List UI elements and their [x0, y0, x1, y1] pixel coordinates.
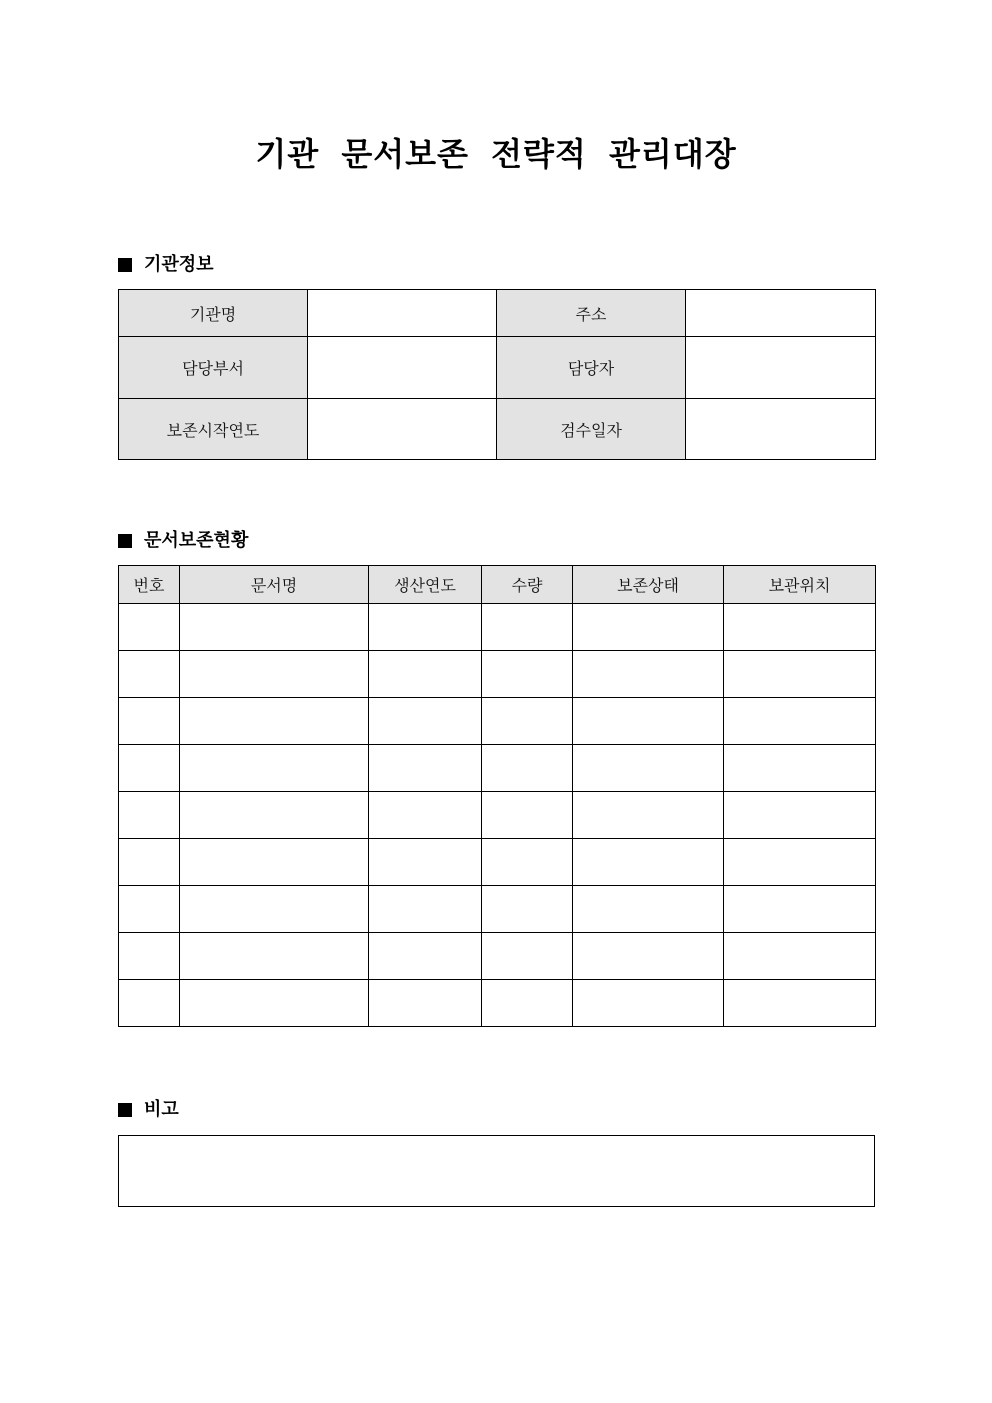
inspection-date-field[interactable]: [686, 399, 876, 460]
quantity-cell[interactable]: [482, 933, 573, 980]
location-cell[interactable]: [724, 698, 876, 745]
document-name-cell[interactable]: [180, 792, 369, 839]
quantity-cell[interactable]: [482, 839, 573, 886]
quantity-cell[interactable]: [482, 792, 573, 839]
table-row: [119, 886, 876, 933]
org-name-label: 기관명: [119, 290, 308, 337]
section-heading-remarks-label: 비고: [144, 1099, 179, 1120]
column-header-location: 보관위치: [724, 566, 876, 604]
production-year-cell[interactable]: [369, 933, 482, 980]
quantity-cell[interactable]: [482, 604, 573, 651]
condition-cell[interactable]: [573, 604, 724, 651]
location-cell[interactable]: [724, 886, 876, 933]
location-cell[interactable]: [724, 745, 876, 792]
production-year-cell[interactable]: [369, 651, 482, 698]
location-cell[interactable]: [724, 839, 876, 886]
table-row: [119, 651, 876, 698]
table-row: [119, 604, 876, 651]
number-cell[interactable]: [119, 886, 180, 933]
quantity-cell[interactable]: [482, 651, 573, 698]
section-heading-status-label: 문서보존현황: [144, 530, 249, 551]
location-cell[interactable]: [724, 980, 876, 1027]
production-year-cell[interactable]: [369, 604, 482, 651]
table-row: [119, 698, 876, 745]
number-cell[interactable]: [119, 604, 180, 651]
section-heading-status: [118, 529, 248, 553]
start-year-label: 보존시작연도: [119, 399, 308, 460]
number-cell[interactable]: [119, 980, 180, 1027]
address-label: 주소: [497, 290, 686, 337]
production-year-cell[interactable]: [369, 745, 482, 792]
table-row: [119, 933, 876, 980]
condition-cell[interactable]: [573, 651, 724, 698]
quantity-cell[interactable]: [482, 980, 573, 1027]
document-name-cell[interactable]: [180, 651, 369, 698]
document-name-cell[interactable]: [180, 933, 369, 980]
production-year-cell[interactable]: [369, 698, 482, 745]
condition-cell[interactable]: [573, 839, 724, 886]
document-name-cell[interactable]: [180, 886, 369, 933]
condition-cell[interactable]: [573, 886, 724, 933]
column-header-production-year: 생산연도: [369, 566, 482, 604]
number-cell[interactable]: [119, 745, 180, 792]
section-heading-remarks: [118, 1098, 179, 1122]
preservation-status-table: [118, 565, 876, 1027]
manager-label: 담당자: [497, 337, 686, 399]
department-label: 담당부서: [119, 337, 308, 399]
quantity-cell[interactable]: [482, 745, 573, 792]
department-field[interactable]: [308, 337, 497, 399]
quantity-cell[interactable]: [482, 886, 573, 933]
production-year-cell[interactable]: [369, 886, 482, 933]
document-title: 기관 문서보존 전략적 관리대장: [255, 135, 737, 173]
manager-field[interactable]: [686, 337, 876, 399]
number-cell[interactable]: [119, 698, 180, 745]
remarks-field[interactable]: [118, 1135, 875, 1207]
inspection-date-label: 검수일자: [497, 399, 686, 460]
number-cell[interactable]: [119, 933, 180, 980]
square-bullet-icon: [118, 1103, 132, 1117]
quantity-cell[interactable]: [482, 698, 573, 745]
location-cell[interactable]: [724, 651, 876, 698]
section-heading-info-label: 기관정보: [144, 254, 214, 275]
section-heading-info: [118, 253, 214, 277]
square-bullet-icon: [118, 534, 132, 548]
condition-cell[interactable]: [573, 792, 724, 839]
condition-cell[interactable]: [573, 980, 724, 1027]
location-cell[interactable]: [724, 792, 876, 839]
condition-cell[interactable]: [573, 698, 724, 745]
column-header-quantity: 수량: [482, 566, 573, 604]
table-row: [119, 745, 876, 792]
number-cell[interactable]: [119, 651, 180, 698]
column-header-number: 번호: [119, 566, 180, 604]
location-cell[interactable]: [724, 933, 876, 980]
document-name-cell[interactable]: [180, 839, 369, 886]
table-row: [119, 980, 876, 1027]
condition-cell[interactable]: [573, 933, 724, 980]
start-year-field[interactable]: [308, 399, 497, 460]
square-bullet-icon: [118, 258, 132, 272]
number-cell[interactable]: [119, 792, 180, 839]
condition-cell[interactable]: [573, 745, 724, 792]
column-header-document-name: 문서명: [180, 566, 369, 604]
org-info-table: [118, 289, 876, 460]
document-name-cell[interactable]: [180, 698, 369, 745]
location-cell[interactable]: [724, 604, 876, 651]
address-field[interactable]: [686, 290, 876, 337]
document-name-cell[interactable]: [180, 604, 369, 651]
production-year-cell[interactable]: [369, 792, 482, 839]
table-row: [119, 792, 876, 839]
production-year-cell[interactable]: [369, 839, 482, 886]
table-header-row: [119, 566, 876, 604]
org-name-field[interactable]: [308, 290, 497, 337]
column-header-condition: 보존상태: [573, 566, 724, 604]
document-name-cell[interactable]: [180, 745, 369, 792]
number-cell[interactable]: [119, 839, 180, 886]
table-row: [119, 839, 876, 886]
production-year-cell[interactable]: [369, 980, 482, 1027]
document-name-cell[interactable]: [180, 980, 369, 1027]
